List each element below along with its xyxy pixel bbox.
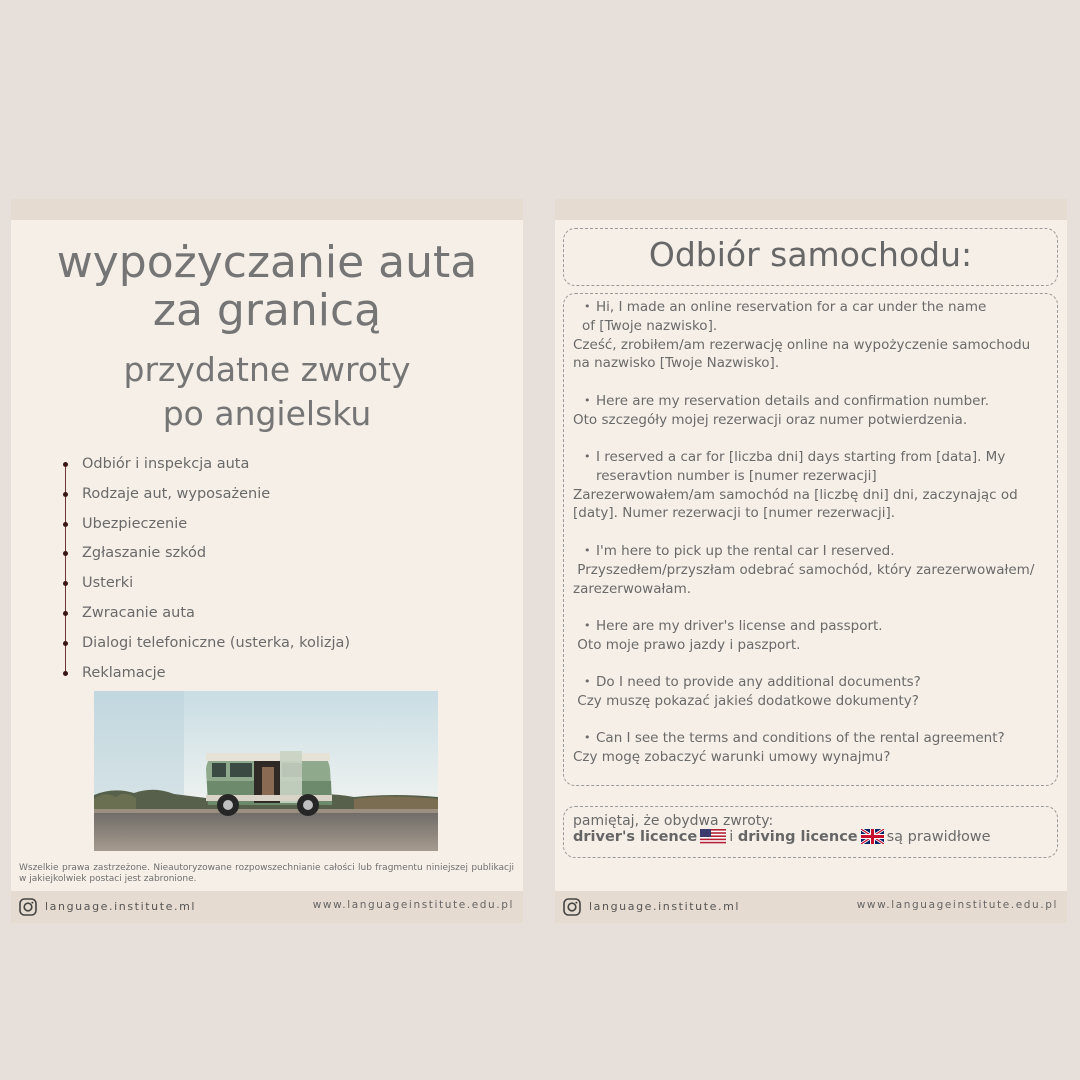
left-page [11,199,523,923]
phrase-block [573,448,1053,523]
footer [555,891,1067,923]
phrase-pl: Przyszedłem/przyszłam odebrać samochód, który zarezerwowałem/ zarezerwowałam. [573,561,1035,597]
term-driving-licence: driving licence [737,829,858,845]
us-flag-icon [700,829,726,844]
phrase-pl: Cześć, zrobiłem/am rezerwację online na wypożyczenie samochodu na nazwisko [Twoje Nazwisko]. [573,336,1031,372]
instagram-icon [563,898,581,916]
phrases-box [563,293,1058,786]
phrase-en: • Hi, I made an online reservation for a car under the name of [Twoje nazwisko]. [573,298,1053,336]
title-line-1: wypożyczanie auta [56,237,478,288]
phrase-en: • Can I see the terms and conditions of the rental agreement? [573,729,1053,748]
phrase-pl: Czy mogę zobaczyć warunki umowy wynajmu? [573,748,891,765]
toc-item: Rodzaje aut, wyposażenie [61,485,350,515]
term-drivers-licence: driver's licence [573,829,698,845]
phrase-block [573,298,1053,373]
phrase-block [573,542,1053,598]
phrase-en: • Do I need to provide any additional documents? [573,673,1053,692]
note-intro: pamiętaj, że obydwa zwroty: [573,813,774,829]
phrase-en: • Here are my driver's license and passport. [573,617,1053,636]
phrase-pl: Zarezerwowałem/am samochód na [liczbę dni] dni, zaczynając od [daty]. Numer rezerwacji to [numer rezerwacji]. [573,486,1018,522]
toc-item: Dialogi telefoniczne (usterka, kolizja) [61,634,350,664]
top-band [11,199,523,220]
note-terms [573,828,991,846]
phrase-en: • Here are my reservation details and confirmation number. [573,392,1053,411]
phrase-pl: Czy muszę pokazać jakieś dodatkowe dokumenty? [573,692,919,709]
page-heading: Odbiór samochodu: [648,235,973,274]
table-of-contents [61,455,350,693]
phrase-block [573,673,1053,711]
uk-flag-icon [861,829,884,844]
toc-item: Odbiór i inspekcja auta [61,455,350,485]
phrase-pl: Oto moje prawo jazdy i paszport. [573,636,801,653]
phrase-block [573,617,1053,655]
right-page [555,199,1067,923]
toc-item: Ubezpieczenie [61,515,350,545]
phrase-block [573,392,1053,430]
note-ending: są prawidłowe [886,829,991,845]
legal-notice: Wszelkie prawa zastrzeżone. Nieautoryzowane rozpowszechnianie całości lub fragmentu niniejszej publikacji w jakiejkolwiek postaci jest zabronione. [19,863,514,884]
campervan-photo [94,691,438,851]
instagram-handle[interactable]: language.institute.ml [589,900,741,913]
website-link[interactable]: www.languageinstitute.edu.pl [856,899,1058,911]
toc-item: Reklamacje [61,664,350,694]
top-band [555,199,1067,220]
phrase-block [573,729,1053,767]
subtitle-line-1: przydatne zwroty [123,350,411,389]
title-line-2: za granicą [152,285,382,336]
instagram-handle[interactable]: language.institute.ml [45,900,197,913]
toc-item: Zgłaszanie szkód [61,544,350,574]
subtitle-line-2: po angielsku [162,394,372,433]
phrase-pl: Oto szczegóły mojej rezerwacji oraz numer potwierdzenia. [573,411,968,428]
note-conjunction: i [729,829,734,845]
heading-box [563,228,1058,286]
note-box [563,806,1058,858]
phrase-en: • I reserved a car for [liczba dni] days starting from [data]. My reseravtion number is [numer rezerwacji] [573,448,1053,486]
toc-item: Zwracanie auta [61,604,350,634]
footer [11,891,523,923]
toc-item: Usterki [61,574,350,604]
phrase-en: • I'm here to pick up the rental car I reserved. [573,542,1053,561]
website-link[interactable]: www.languageinstitute.edu.pl [312,899,514,911]
instagram-icon [19,898,37,916]
